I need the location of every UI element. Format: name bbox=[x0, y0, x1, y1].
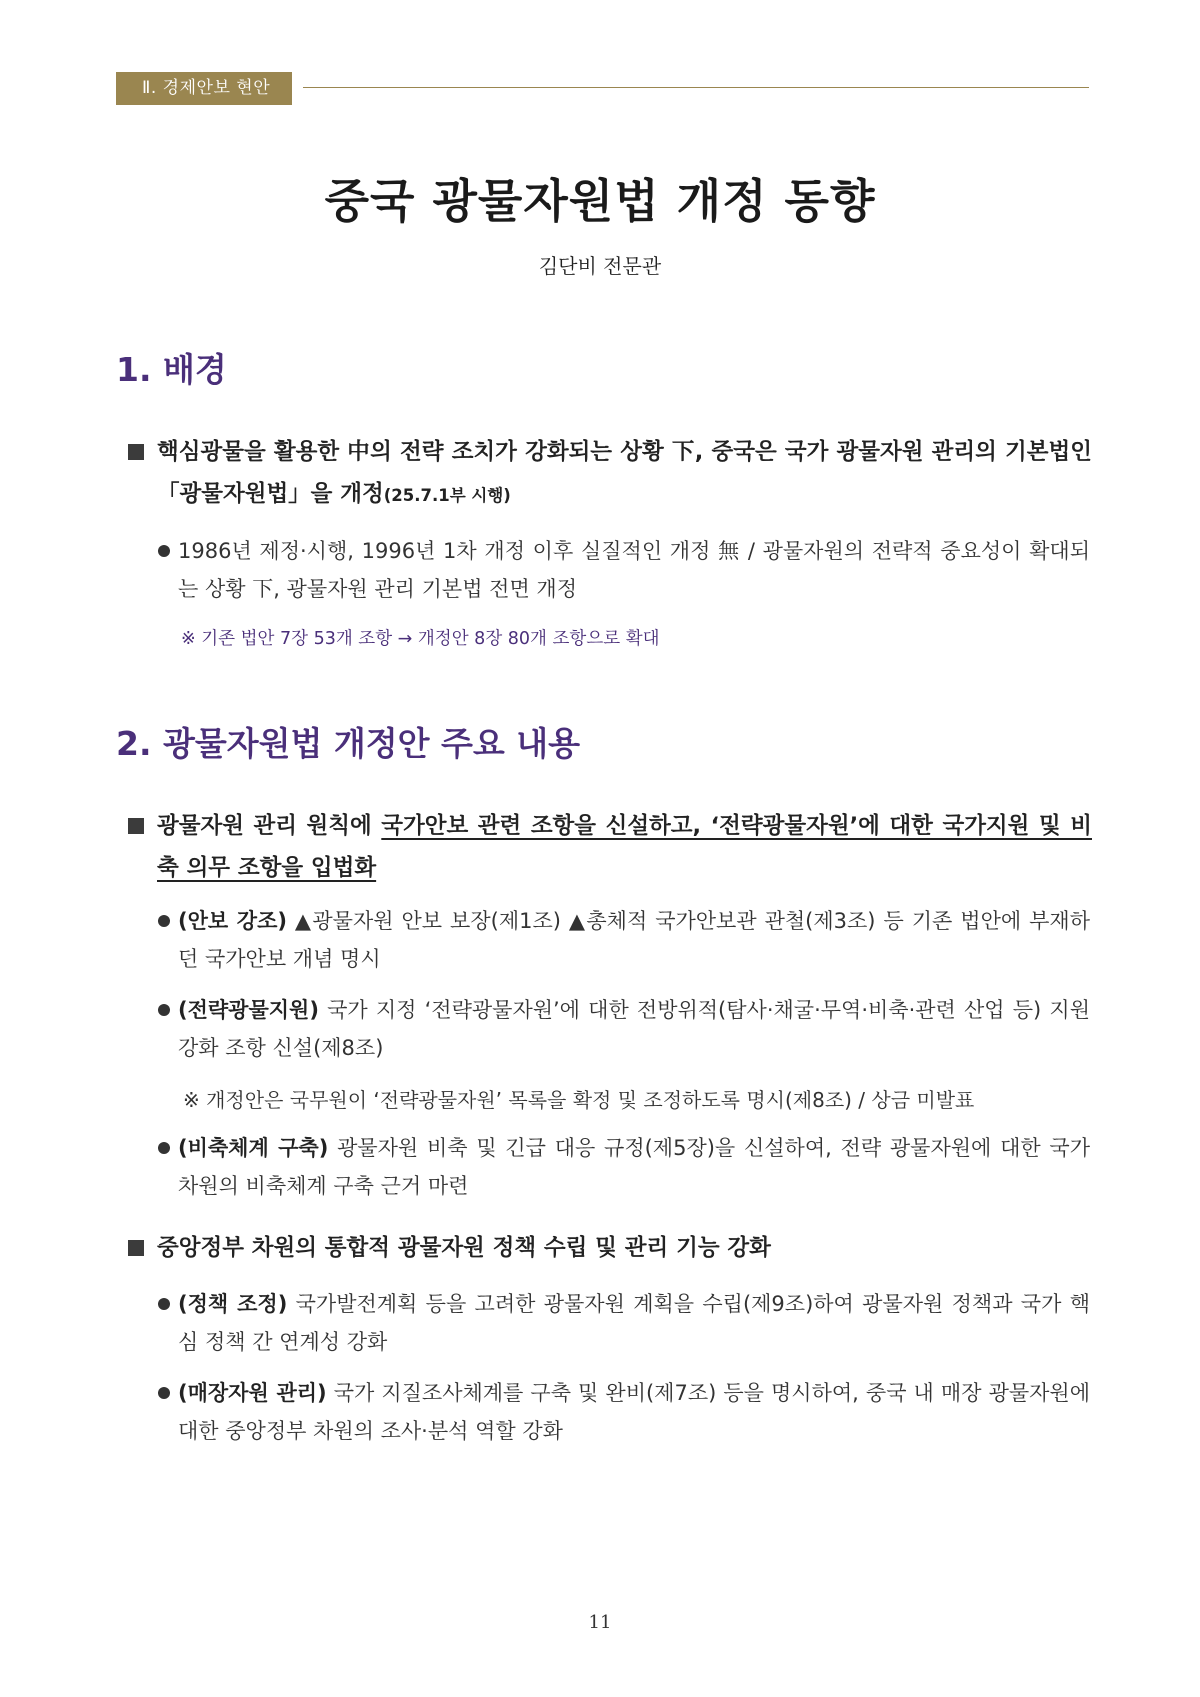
header-rule bbox=[303, 87, 1089, 88]
dot-bullet-icon bbox=[158, 1004, 170, 1016]
bullet-security bbox=[178, 902, 1090, 978]
section-2-lead-2: 중앙정부 차원의 통합적 광물자원 정책 수립 및 관리 기능 강화 bbox=[157, 1235, 771, 1261]
bullet-policy bbox=[178, 1285, 1090, 1361]
page-title: 중국 광물자원법 개정 동향 bbox=[324, 174, 876, 228]
square-bullet-icon bbox=[128, 818, 144, 834]
bullet-strategic-support bbox=[178, 991, 1090, 1067]
bullet-strategic-support-text: 국가 지정 ‘전략광물자원’에 대한 전방위적(탐사·채굴·무역·비축·관련 산업 등) 지원 강화 조항 신설(제8조) bbox=[178, 998, 1090, 1060]
strategic-support-note: ※ 개정안은 국무원이 ‘전략광물자원’ 목록을 확정 및 조정하도록 명시(제8조) / 상금 미발표 bbox=[183, 1088, 975, 1112]
section-2-lead-1-plain: 광물자원 관리 원칙에 bbox=[157, 813, 382, 839]
section-2-lead-1-underlined: 국가안보 관련 조항을 신설하고, ‘전략광물자원’에 대한 국가지원 및 비축 의무 조항을 입법화 bbox=[157, 813, 1092, 881]
bullet-reserves bbox=[178, 1374, 1090, 1450]
bullet-stockpile-text: 광물자원 비축 및 긴급 대응 규정(제5장)을 신설하여, 전략 광물자원에 대한 국가 차원의 비축체계 구축 근거 마련 bbox=[178, 1136, 1090, 1198]
bullet-stockpile-label: (비축체계 구축) bbox=[178, 1136, 329, 1160]
section-2-lead-1 bbox=[157, 805, 1092, 889]
bullet-security-text: ▲광물자원 안보 보장(제1조) ▲총체적 국가안보관 관철(제3조) 등 기존 법안에 부재하던 국가안보 개념 명시 bbox=[178, 909, 1090, 971]
bullet-reserves-text: 국가 지질조사체계를 구축 및 완비(제7조) 등을 명시하여, 중국 내 매장 광물자원에 대한 중앙정부 차원의 조사·분석 역할 강화 bbox=[178, 1381, 1090, 1443]
bullet-policy-label: (정책 조정) bbox=[178, 1292, 288, 1316]
chapter-tag: Ⅱ. 경제안보 현안 bbox=[116, 72, 292, 105]
dot-bullet-icon bbox=[158, 915, 170, 927]
square-bullet-icon bbox=[128, 1240, 144, 1256]
dot-bullet-icon bbox=[158, 1387, 170, 1399]
section-1-note: ※ 기존 법안 7장 53개 조항 → 개정안 8장 80개 조항으로 확대 bbox=[181, 629, 660, 649]
page-number: 11 bbox=[588, 1612, 612, 1633]
square-bullet-icon bbox=[128, 444, 144, 460]
bullet-security-label: (안보 강조) bbox=[178, 909, 287, 933]
section-1-heading: 1. 배경 bbox=[116, 350, 227, 389]
section-1-lead-text: 핵심광물을 활용한 中의 전략 조치가 강화되는 상황 下, 중국은 국가 광물자원 관리의 기본법인 「광물자원법」을 개정 bbox=[157, 439, 1092, 507]
section-1-bullet: 1986년 제정·시행, 1996년 1차 개정 이후 실질적인 개정 無 / 광물자원의 전략적 중요성이 확대되는 상황 下, 광물자원 관리 기본법 전면 개정 bbox=[178, 539, 1090, 601]
author: 김단비 전문관 bbox=[538, 254, 662, 278]
bullet-reserves-label: (매장자원 관리) bbox=[178, 1381, 327, 1405]
dot-bullet-icon bbox=[158, 1298, 170, 1310]
section-1-lead bbox=[157, 431, 1092, 517]
section-2-heading: 2. 광물자원법 개정안 주요 내용 bbox=[116, 724, 580, 763]
dot-bullet-icon bbox=[158, 1142, 170, 1154]
bullet-policy-text: 국가발전계획 등을 고려한 광물자원 계획을 수립(제9조)하여 광물자원 정책과 국가 핵심 정책 간 연계성 강화 bbox=[178, 1292, 1090, 1354]
bullet-strategic-support-label: (전략광물지원) bbox=[178, 998, 319, 1022]
bullet-stockpile bbox=[178, 1129, 1090, 1205]
section-1-lead-date: (25.7.1부 시행) bbox=[383, 486, 511, 505]
dot-bullet-icon bbox=[158, 545, 170, 557]
